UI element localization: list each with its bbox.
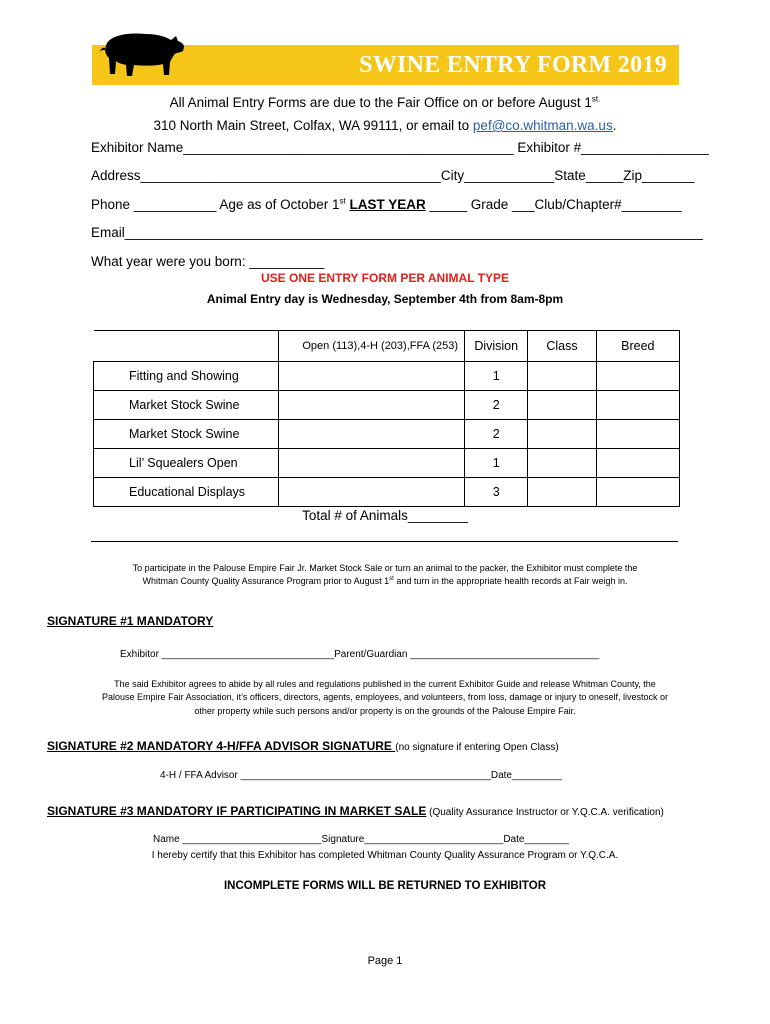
class-cell[interactable] (528, 391, 596, 420)
advisor-signature-line[interactable]: 4-H / FFA Advisor _____________________________________________Date_________ (160, 770, 563, 781)
table-row (94, 478, 680, 507)
division-cell: 2 (465, 391, 528, 420)
address-field[interactable]: Address________________________________________City____________State_____Zip_______ (91, 168, 695, 183)
agreement-line3: other property while such persons and/or property is on the grounds of the Palouse Empire Fair. (194, 706, 576, 716)
qa-notice-line1: To participate in the Palouse Empire Fair Jr. Market Stock Sale or turn an animal to the packer, the Exhibitor must complete the (132, 563, 638, 573)
class-cell[interactable] (528, 478, 596, 507)
exhibitor-parent-signature-line[interactable]: Exhibitor _______________________________Parent/Guardian __________________________________ (120, 649, 600, 660)
certify-line: I hereby certify that this Exhibitor has completed Whitman County Quality Assurance Program or Y.Q.C.A. (151, 850, 619, 861)
event-name: Educational Displays (94, 478, 279, 507)
form-title: SWINE ENTRY FORM 2019 (359, 52, 667, 78)
qa-instructor-signature-line[interactable]: Name _________________________Signature_________________________Date________ (153, 834, 569, 845)
header-breed: Breed (596, 331, 679, 362)
table-row (94, 391, 680, 420)
open-class-cell[interactable] (279, 391, 465, 420)
year-born-field[interactable]: What year were you born: __________ (91, 254, 325, 269)
email-field[interactable]: Email_____________________________________________________________________________ (91, 225, 703, 240)
table-row (94, 449, 680, 478)
table-row (94, 420, 680, 449)
class-cell[interactable] (528, 362, 596, 391)
breed-cell[interactable] (596, 362, 679, 391)
due-date-line: All Animal Entry Forms are due to the Fair Office on or before August $1^{st.}$ (169, 94, 601, 110)
signature-1-heading: SIGNATURE #1 MANDATORY (47, 614, 214, 628)
breed-cell[interactable] (596, 478, 679, 507)
event-name: Market Stock Swine (94, 420, 279, 449)
one-form-notice: USE ONE ENTRY FORM PER ANIMAL TYPE (260, 271, 510, 285)
agreement-line1: The said Exhibitor agrees to abide by all rules and regulations published in the current Exhibitor Guide and release Whitman County, the (114, 679, 656, 689)
email-link[interactable]: pef@co.whitman.wa.us (472, 118, 613, 133)
open-class-cell[interactable] (279, 420, 465, 449)
class-cell[interactable] (528, 449, 596, 478)
agreement-line2: Palouse Empire Fair Association, it’s officers, directors, agents, employees, and volunteers, from loss, damage or injury to oneself, livestock or (102, 692, 668, 702)
pig-icon (96, 28, 186, 80)
entry-table (93, 330, 680, 507)
event-name: Fitting and Showing (94, 362, 279, 391)
header-event (94, 331, 279, 362)
division-cell: 1 (465, 449, 528, 478)
division-cell: 2 (465, 420, 528, 449)
event-name: Lil’ Squealers Open (94, 449, 279, 478)
table-header-row (94, 331, 680, 362)
phone-age-grade-field[interactable]: Phone ___________ Age as of October 1st LAST YEAR _____ Grade ___Club/Chapter#________ (91, 196, 682, 212)
signature-2-heading: SIGNATURE #2 MANDATORY 4-H/FFA ADVISOR SIGNATURE (no signature if entering Open Class) (47, 739, 559, 753)
address-email-line: 310 North Main Street, Colfax, WA 99111, or email to pef@co.whitman.wa.us. (153, 118, 617, 133)
entry-day-notice: Animal Entry day is Wednesday, September 4th from 8am-8pm (206, 292, 564, 306)
signature-3-heading: SIGNATURE #3 MANDATORY IF PARTICIPATING IN MARKET SALE (Quality Assurance Instructor or Y.Q.C.A. verification) (47, 804, 664, 818)
breed-cell[interactable] (596, 449, 679, 478)
qa-notice-line2: Whitman County Quality Assurance Program prior to August 1st and turn in the appropriate health records at Fair weigh in. (142, 576, 628, 586)
open-class-cell[interactable] (279, 449, 465, 478)
header-class: Class (528, 331, 596, 362)
incomplete-forms-notice: INCOMPLETE FORMS WILL BE RETURNED TO EXHIBITOR (223, 880, 546, 892)
table-row (94, 362, 680, 391)
open-class-cell[interactable] (279, 362, 465, 391)
division-cell: 1 (465, 362, 528, 391)
page-number: Page 1 (367, 955, 403, 967)
breed-cell[interactable] (596, 391, 679, 420)
breed-cell[interactable] (596, 420, 679, 449)
class-cell[interactable] (528, 420, 596, 449)
divider (91, 541, 678, 542)
open-class-cell[interactable] (279, 478, 465, 507)
header-open-class: Open (113),4-H (203),FFA (253) (279, 331, 465, 362)
header-division: Division (465, 331, 528, 362)
event-name: Market Stock Swine (94, 391, 279, 420)
division-cell: 3 (465, 478, 528, 507)
exhibitor-name-field[interactable]: Exhibitor Name____________________________________________ Exhibitor #_________________ (91, 140, 709, 155)
total-animals-field[interactable]: Total # of Animals________ (302, 508, 468, 523)
